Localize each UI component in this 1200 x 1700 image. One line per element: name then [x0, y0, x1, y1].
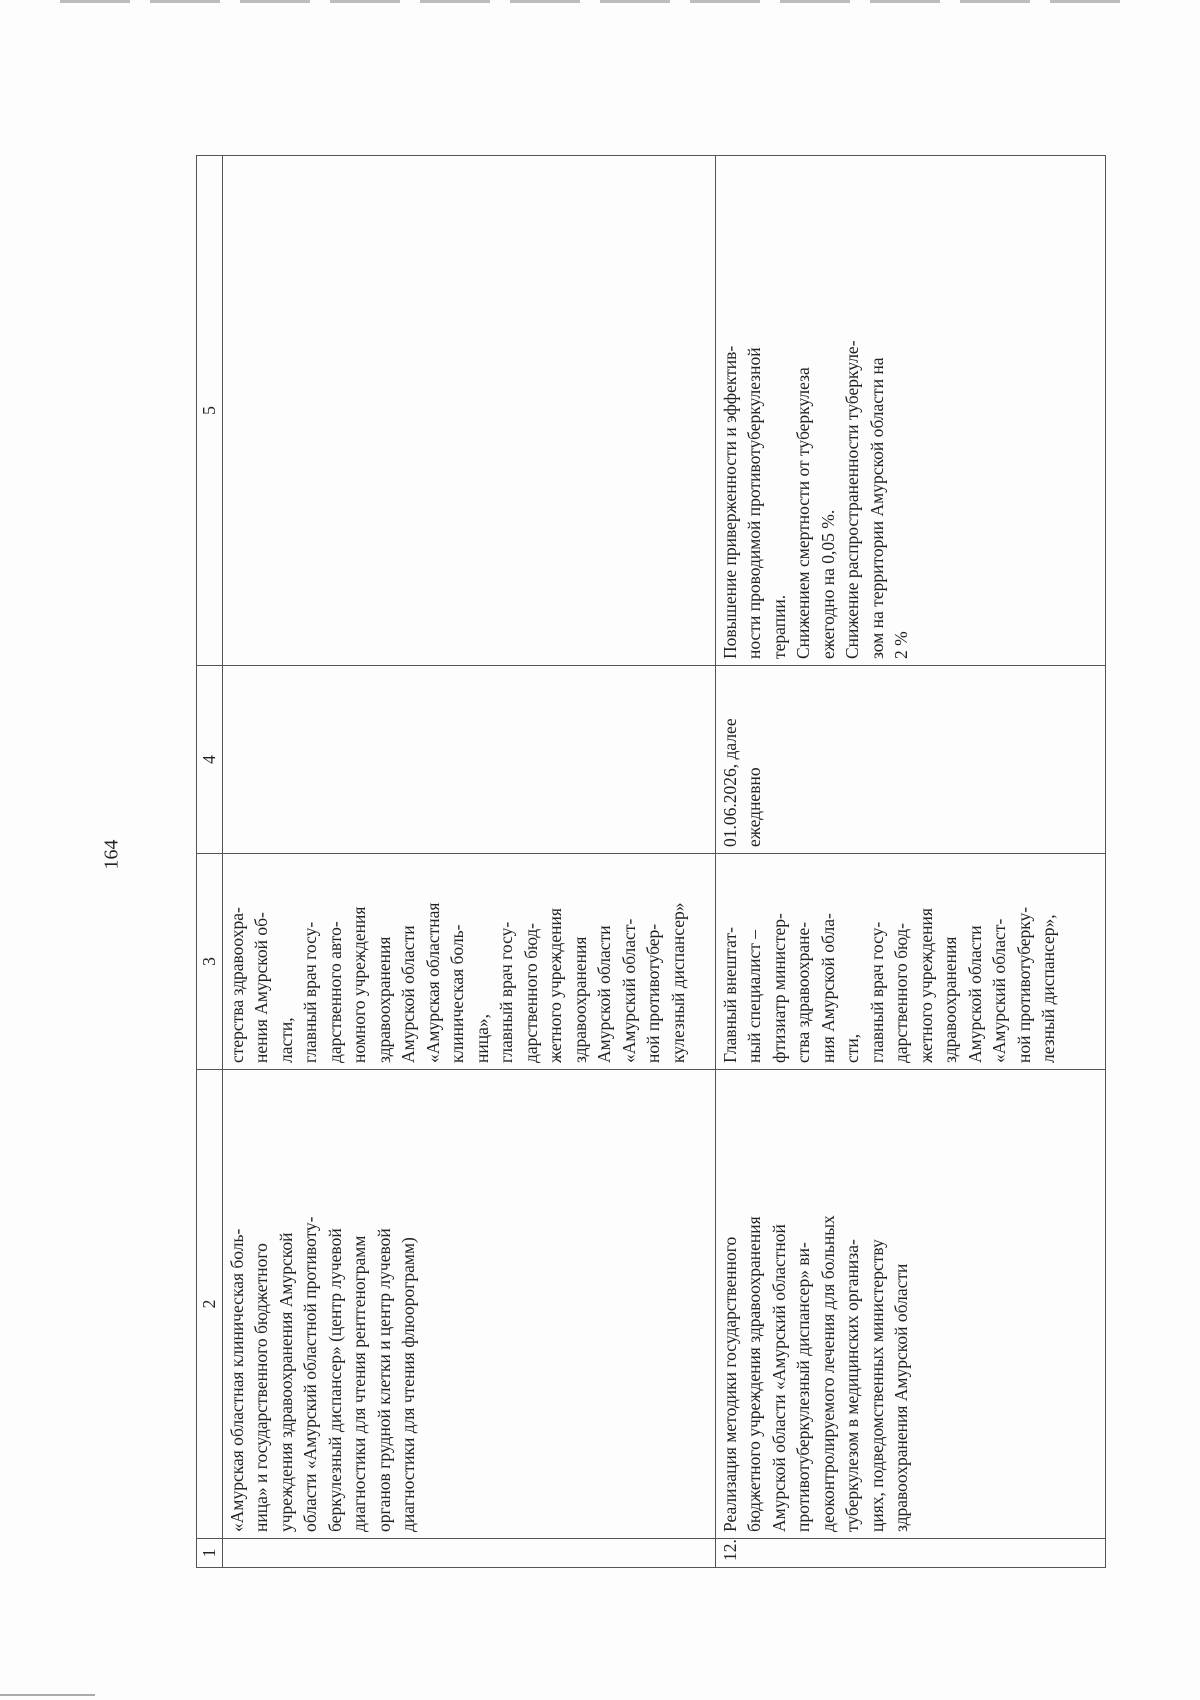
- scan-edge-mark: [60, 0, 1140, 3]
- column-header-measure: 2: [197, 1070, 223, 1539]
- column-header-deadline: 4: [197, 666, 223, 854]
- cell-responsible: стерства здравоохра- нения Амурской об- ласти, главный врач госу- дарственного авто- номного учреждения здравоохранения Амурской области «Амурская областная клиническая боль- ница», главный врач госу- дарственного бюд- жетного учреждения здравоохранения Амурской области «Амурский област- ной противотубер- кулезный диспансер»: [222, 854, 715, 1070]
- cell-responsible: Главный внештат- ный специалист – фтизиатр министер- ства здравоохране- ния Амурской обла- сти, главный врач госу- дарственного бюд- жетного учреждения здравоохранения Амурской области «Амурский област- ной противотуберку- лезный диспансер»,: [715, 854, 1105, 1070]
- cell-deadline: 01.06.2026, далее ежедневно: [715, 666, 1105, 854]
- cell-result: [222, 156, 715, 666]
- column-header-responsible: 3: [197, 854, 223, 1070]
- cell-result: Повышение приверженности и эффектив- ности проводимой противотуберкулезной терапии. Снижением смертности от туберкулеза ежегодно на 0,05 %. Снижение распространенности туберкуле- зом на территории Амурской области на 2 %: [715, 156, 1105, 666]
- cell-measure: «Амурская областная клиническая боль- ница» и государственного бюджетного учреждения здравоохранения Амурской области «Амурский областной противоту- беркулезный диспансер» (центр лучевой диагностики для чтения рентгенограмм органов грудной клетки и центр лучевой диагностики для чтения флюорограмм): [222, 1070, 715, 1539]
- scan-edge-mark: [0, 1694, 95, 1696]
- column-header-result: 5: [197, 156, 223, 666]
- page-number: 164: [100, 839, 123, 870]
- cell-deadline: [222, 666, 715, 854]
- column-header-number: 1: [197, 1539, 223, 1568]
- measures-table: [196, 155, 1106, 1568]
- table-row: [222, 156, 715, 1568]
- rotated-table-container: [196, 156, 1102, 1568]
- cell-measure: Реализация методики государственного бюджетного учреждения здравоохранения Амурской области «Амурский областной противотуберкулезный диспансер» ви- деоконтролируемого лечения для больных туберкулезом в медицинских организа- циях, подведомственных министерству здравоохранения Амурской области: [715, 1070, 1105, 1539]
- cell-number: 12.: [715, 1539, 1105, 1568]
- table-header-row: [197, 156, 223, 1568]
- cell-number: [222, 1539, 715, 1568]
- table-row: [715, 156, 1105, 1568]
